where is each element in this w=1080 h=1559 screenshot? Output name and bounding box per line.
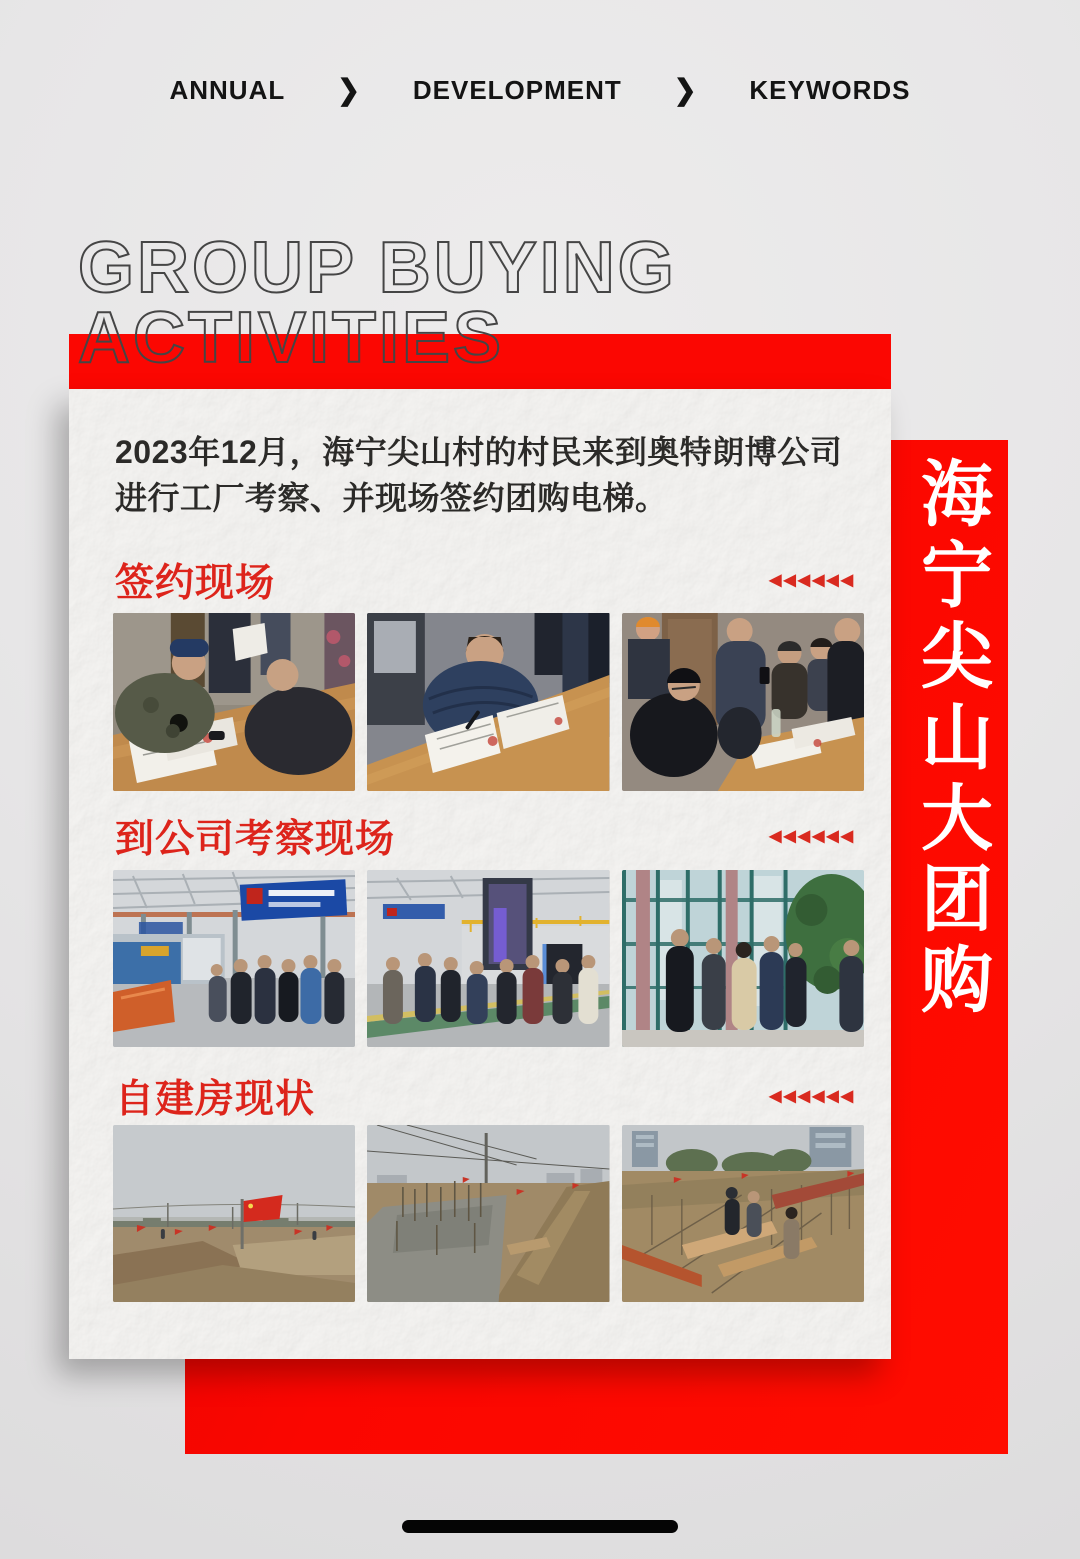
left-arrows-icon: ◀◀◀◀◀◀ — [769, 1088, 855, 1105]
section-site-header — [115, 1073, 855, 1119]
page-title-line1: GROUP BUYING — [78, 228, 677, 308]
home-indicator[interactable] — [402, 1520, 678, 1533]
page-title — [78, 228, 677, 378]
photo-site-3[interactable] — [622, 1125, 864, 1302]
section-signing-header — [115, 557, 855, 603]
site-photo-row — [113, 1125, 864, 1302]
factory-photo-row — [113, 870, 864, 1047]
photo-site-1[interactable] — [113, 1125, 355, 1302]
chevron-right-icon: ❯ — [337, 73, 361, 106]
intro-line1: 2023年12月，海宁尖山村的村民来到奥特朗博公司 — [115, 434, 843, 470]
section-factory-header — [115, 813, 855, 859]
photo-factory-2[interactable] — [367, 870, 609, 1047]
photo-site-2[interactable] — [367, 1125, 609, 1302]
section-signing-title: 签约现场 — [115, 562, 276, 605]
photo-factory-1[interactable] — [113, 870, 355, 1047]
side-banner-text: 海宁尖山大团购 — [910, 456, 990, 1023]
paper-card — [69, 389, 891, 1359]
breadcrumb-item-annual: ANNUAL — [169, 74, 286, 105]
photo-signing-3[interactable] — [622, 613, 864, 791]
page-title-line2: ACTIVITIES — [78, 298, 505, 378]
side-banner — [891, 440, 1008, 1454]
chevron-right-icon: ❯ — [673, 73, 698, 106]
breadcrumb — [0, 74, 1080, 106]
photo-signing-2[interactable] — [367, 613, 609, 791]
breadcrumb-item-keywords: KEYWORDS — [749, 74, 911, 105]
breadcrumb-item-development: DEVELOPMENT — [412, 74, 622, 105]
photo-factory-3[interactable] — [622, 870, 864, 1047]
intro-line2: 进行工厂考察、并现场签约团购电梯。 — [115, 480, 668, 516]
section-factory-title: 到公司考察现场 — [115, 818, 396, 861]
signing-photo-row — [113, 613, 864, 791]
section-site-title: 自建房现状 — [115, 1078, 316, 1121]
intro-text — [115, 429, 842, 521]
left-arrows-icon: ◀◀◀◀◀◀ — [769, 828, 855, 845]
photo-signing-1[interactable] — [113, 613, 355, 791]
left-arrows-icon: ◀◀◀◀◀◀ — [769, 572, 855, 589]
